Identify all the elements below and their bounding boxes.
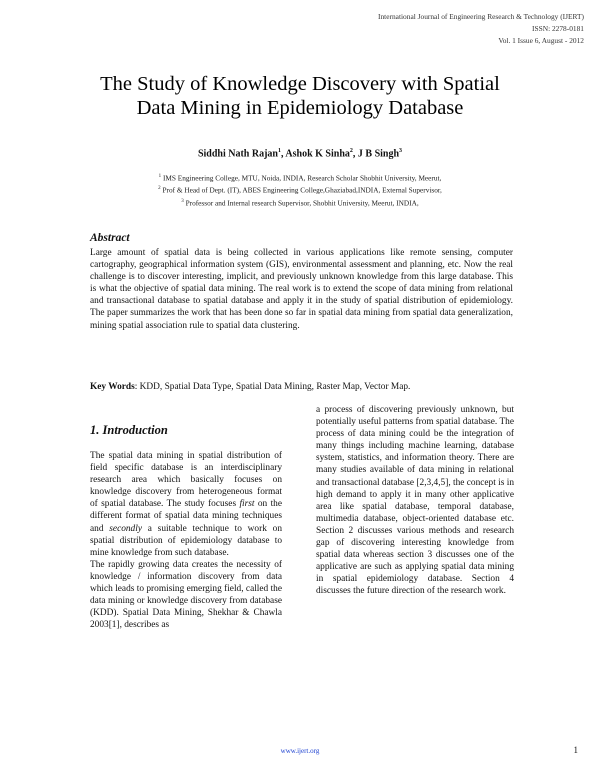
issn: ISSN: 2278-0181 (532, 24, 584, 33)
title-line-2: Data Mining in Epidemiology Database (136, 97, 464, 119)
intro-paragraph-2: The rapidly growing data creates the necessity of knowledge / information discovery from data which leads to promising emerging field, called the data mining or knowledge discovery from database (KDD). Spatial Data Mining, Shekhar & Chawla 2003[1], describes as (90, 559, 282, 631)
page-number: 1 (573, 745, 578, 755)
keywords (90, 382, 513, 392)
affiliation: $^3$ Professor and Internal research Supervisor, Shobhit University, Meerut, INDIA, (181, 198, 419, 208)
intro-paragraph-1: The spatial data mining in spatial distribution of field specific database is an interdisciplinary research area which basically focuses on knowledge discovery from heterogeneous format of spatial database. The study focuses first on the different format of spatial data mining techniques and secondly a suitable technique to work on spatial distribution of epidemiology database to mine knowledge from such database. (90, 451, 282, 558)
intro-paragraph-3: a process of discovering previously unknown, but potentially useful patterns from spatial database. The process of data mining could be the integration of many things including machine learning, database system, statistics, and information theory. There are many studies available of data mining in relational and transactional database [2,3,4,5], the concept is in high demand to apply it in many other applicative area like spatial database, temporal database, multimedia database, object-oriented database etc. Section 2 discusses various methods and research gap of discovering interesting knowledge from spatial data whereas section 3 discusses one of the applicative are such as applying spatial data mining in spatial epidemiology database. Section 4 discusses the future direction of the research work. (316, 405, 514, 597)
title-line-1: The Study of Knowledge Discovery with Spatial (100, 73, 500, 95)
author-sup: 1 (277, 148, 281, 154)
author-name: Siddhi Nath Rajan (197, 148, 278, 160)
affiliation: $^2$ Prof & Head of Dept. (IT), ABES Engineering College,Ghaziabad,INDIA, External Supervisor, (158, 185, 442, 195)
keywords-label: Key Words (90, 382, 135, 392)
author-list: Siddhi Nath Rajan$^1$, Ashok K Sinha$^2$, J B Singh$^3$ (197, 148, 403, 160)
introduction-heading: 1. Introduction (90, 423, 168, 437)
author-name: J B Singh (357, 148, 400, 160)
journal-header (378, 11, 584, 47)
abstract-heading: Abstract (90, 232, 130, 244)
author-name: Ashok K Sinha (285, 148, 350, 160)
author-sup: 3 (399, 148, 403, 154)
journal-name: International Journal of Engineering Research & Technology (IJERT) (378, 12, 584, 21)
left-column (90, 450, 282, 631)
volume-issue: Vol. 1 Issue 6, August - 2012 (498, 36, 584, 45)
paper-title (40, 72, 560, 120)
abstract-body: Large amount of spatial data is being collected in various applications like remote sensing, computer cartography, geographical information system (GIS), environmental assessment and planning, etc. Now the real challenge is to discover interesting, implicit, and previously unknown knowledge from this large database. This is what the objective of spatial data mining. The real work is to extend the scope of data mining from relational and transactional database to spatial database and apply it in the study of spatial distribution of epidemiology. The paper summarizes the work that has been done so far in spatial data mining from spatial data generalization, mining spatial association rule to spatial data clustering. (90, 248, 513, 331)
author-sup: 2 (349, 148, 353, 154)
keywords-text: : KDD, Spatial Data Type, Spatial Data Mining, Raster Map, Vector Map. (134, 382, 411, 392)
affiliations (90, 171, 510, 208)
footer-url[interactable]: www.ijert.org (280, 747, 320, 755)
affiliation: $^1$ IMS Engineering College, MTU, Noida, INDIA, Research Scholar Shobhit University, Meerut, (158, 173, 442, 183)
right-column (316, 404, 514, 598)
